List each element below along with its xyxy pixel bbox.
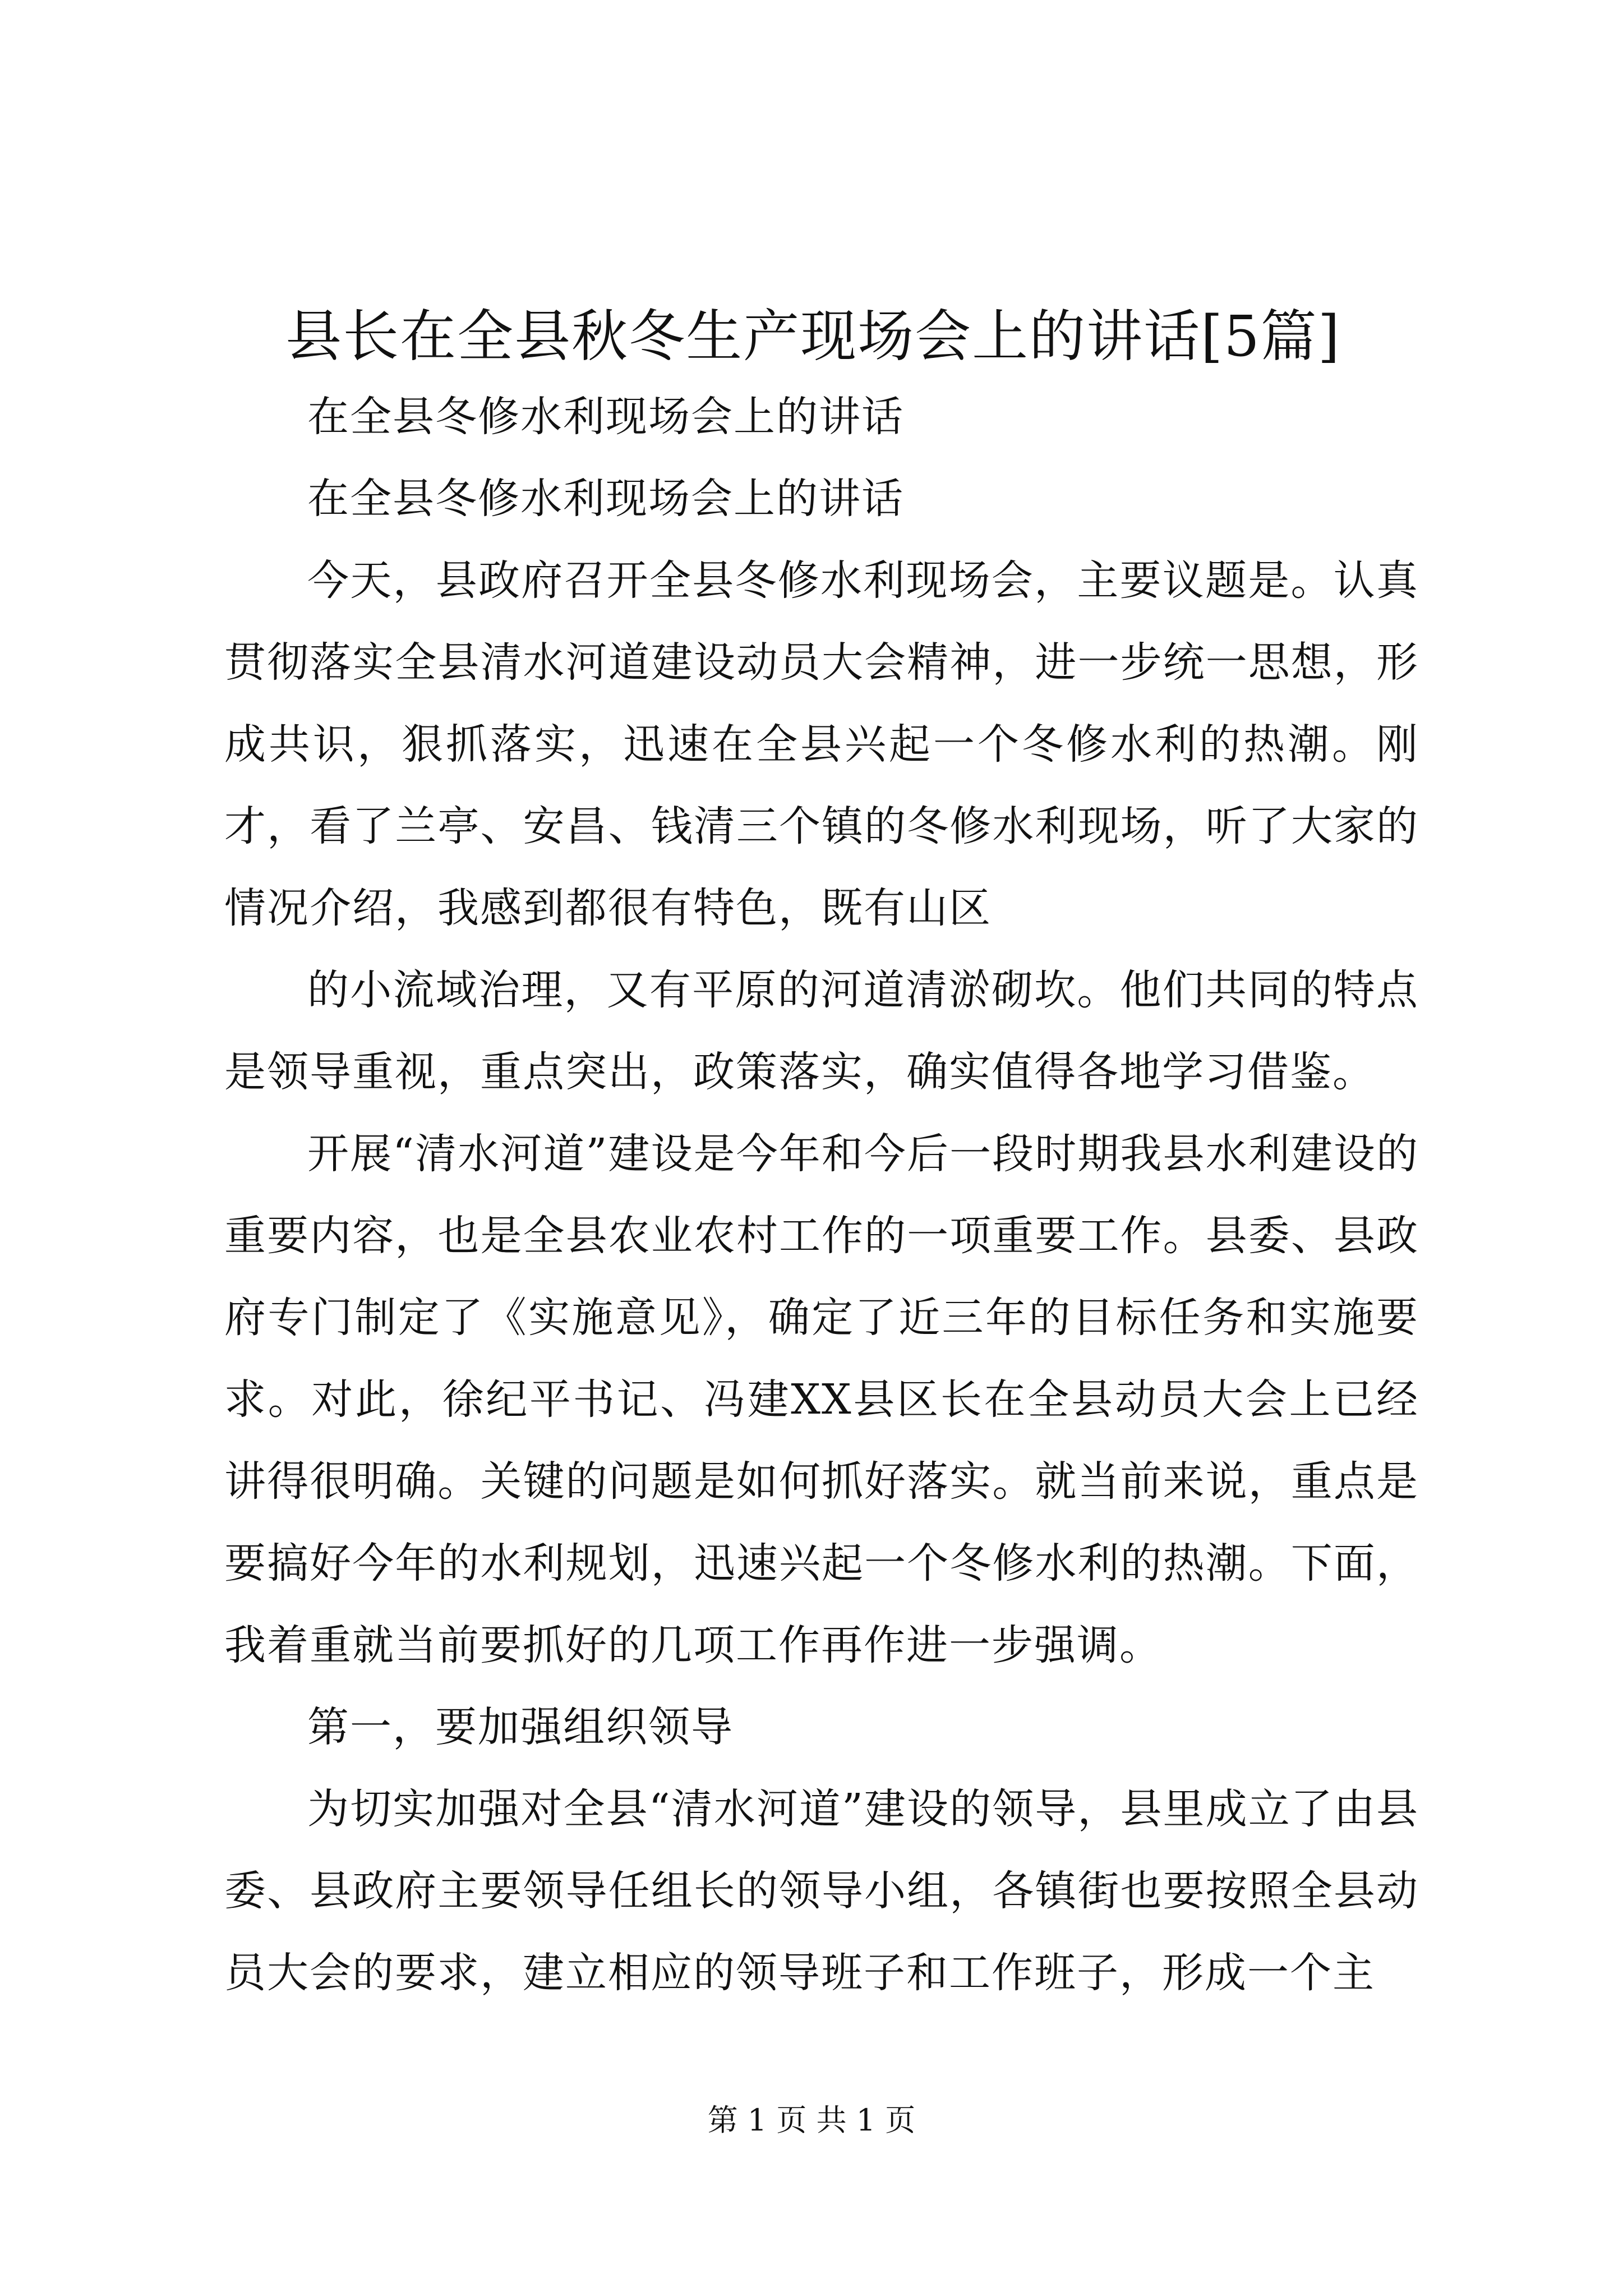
paragraph: 开展“清水河道”建设是今年和今后一段时期我县水利建设的重要内容，也是全县农业农村工作的一项重要工作。县委、县政府专门制定了《实施意见》，确定了近三年的目标任务和实施要求。对此，徐纪平书记、冯建XX县区长在全县动员大会上已经讲得很明确。关键的问题是如何抓好落实。就当前来说，重点是要搞好今年的水利规划，迅速兴起一个冬修水利的热潮。下面，我着重就当前要抓好的几项工作再作进一步强调。 bbox=[224, 1130, 1419, 1669]
page-number-footer: 第 1 页 共 1 页 bbox=[707, 2102, 916, 2138]
paragraph: 在全县冬修水利现场会上的讲话 bbox=[307, 393, 904, 441]
paragraph: 在全县冬修水利现场会上的讲话 bbox=[307, 475, 904, 523]
document-title: 县长在全县秋冬生产现场会上的讲话[5篇] bbox=[285, 303, 1341, 369]
section-heading: 第一，要加强组织领导 bbox=[307, 1703, 734, 1751]
paragraph: 的小流域治理，又有平原的河道清淤砌坎。他们共同的特点是领导重视，重点突出，政策落实，确实值得各地学习借鉴。 bbox=[224, 966, 1419, 1096]
paragraph: 今天，县政府召开全县冬修水利现场会，主要议题是。认真贯彻落实全县清水河道建设动员大会精神，进一步统一思想，形成共识，狠抓落实，迅速在全县兴起一个冬修水利的热潮。刚才，看了兰亭、安昌、钱清三个镇的冬修水利现场，听了大家的情况介绍，我感到都很有特色，既有山区 bbox=[224, 556, 1419, 932]
document-body bbox=[224, 376, 1419, 2014]
paragraph: 为切实加强对全县“清水河道”建设的领导，县里成立了由县委、县政府主要领导任组长的领导小组，各镇街也要按照全县动员大会的要求，建立相应的领导班子和工作班子，形成一个主 bbox=[224, 1785, 1419, 1997]
